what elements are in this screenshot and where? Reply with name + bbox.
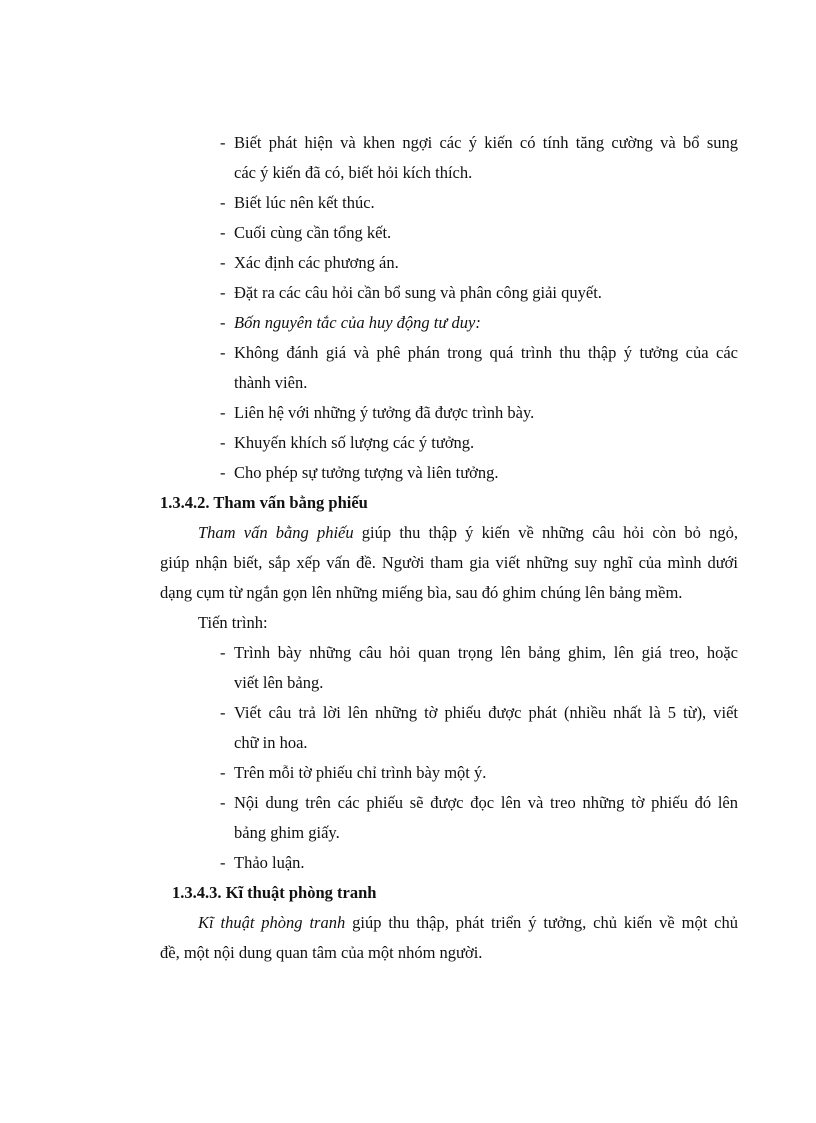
list-dash: - — [220, 193, 226, 212]
list-dash: - — [220, 403, 226, 422]
list-item-continuation: chữ in hoa. — [234, 733, 308, 752]
paragraph-line: giúp nhận biết, sắp xếp vấn đề. Người tham gia viết những suy nghĩ của mình dưới — [160, 553, 738, 572]
list-dash: - — [220, 253, 226, 272]
list-dash: - — [220, 133, 226, 152]
paragraph-line — [198, 908, 738, 938]
list-item: Xác định các phương án. — [234, 253, 399, 272]
paragraph-term: Tham vấn bằng phiếu — [198, 523, 354, 542]
paragraph-line: đề, một nội dung quan tâm của một nhóm người. — [160, 943, 483, 962]
list-dash: - — [220, 313, 226, 332]
list-dash: - — [220, 433, 226, 452]
process-label: Tiến trình: — [198, 613, 268, 632]
section-heading: 1.3.4.3. Kĩ thuật phòng tranh — [172, 883, 377, 902]
list-dash: - — [220, 643, 226, 662]
list-item: Cho phép sự tưởng tượng và liên tưởng. — [234, 463, 499, 482]
list-item: Cuối cùng cần tổng kết. — [234, 223, 392, 242]
list-item: Đặt ra các câu hỏi cần bổ sung và phân công giải quyết. — [234, 283, 602, 302]
paragraph-term: Kĩ thuật phòng tranh — [198, 913, 346, 932]
list-item: Trên mỗi tờ phiếu chỉ trình bày một ý. — [234, 763, 487, 782]
list-item-continuation: thành viên. — [234, 373, 308, 392]
list-item: Thảo luận. — [234, 853, 305, 872]
paragraph-line: dạng cụm từ ngắn gọn lên những miếng bìa, sau đó ghim chúng lên bảng mềm. — [160, 583, 683, 602]
list-dash: - — [220, 793, 226, 812]
list-dash: - — [220, 283, 226, 302]
list-item: Khuyến khích số lượng các ý tưởng. — [234, 433, 475, 452]
list-item: Nội dung trên các phiếu sẽ được đọc lên và treo những tờ phiếu đó lên — [234, 793, 738, 812]
list-item: Biết lúc nên kết thúc. — [234, 193, 375, 212]
list-item: Viết câu trả lời lên những tờ phiếu được phát (nhiều nhất là 5 từ), viết — [234, 703, 738, 722]
paragraph-line — [198, 518, 738, 548]
list-item: Biết phát hiện và khen ngợi các ý kiến có tính tăng cường và bổ sung — [234, 133, 738, 152]
section-heading: 1.3.4.2. Tham vấn bằng phiếu — [160, 493, 368, 512]
list-item: Liên hệ với những ý tưởng đã được trình bày. — [234, 403, 535, 422]
list-dash: - — [220, 763, 226, 782]
list-item-continuation: bảng ghim giấy. — [234, 823, 340, 842]
principles-heading: Bốn nguyên tắc của huy động tư duy: — [234, 313, 481, 332]
list-item-continuation: các ý kiến đã có, biết hỏi kích thích. — [234, 163, 473, 182]
list-dash: - — [220, 223, 226, 242]
paragraph-text: giúp thu thập ý kiến về những câu hỏi còn bỏ ngỏ, — [353, 523, 738, 542]
paragraph-text: giúp thu thập, phát triển ý tưởng, chủ kiến về một chủ — [345, 913, 739, 932]
list-dash: - — [220, 343, 226, 362]
list-dash: - — [220, 703, 226, 722]
list-dash: - — [220, 853, 226, 872]
list-dash: - — [220, 463, 226, 482]
list-item: Trình bày những câu hỏi quan trọng lên bảng ghim, lên giá treo, hoặc — [234, 643, 738, 662]
list-item: Không đánh giá và phê phán trong quá trình thu thập ý tưởng của các — [234, 343, 738, 362]
list-item-continuation: viết lên bảng. — [234, 673, 324, 692]
